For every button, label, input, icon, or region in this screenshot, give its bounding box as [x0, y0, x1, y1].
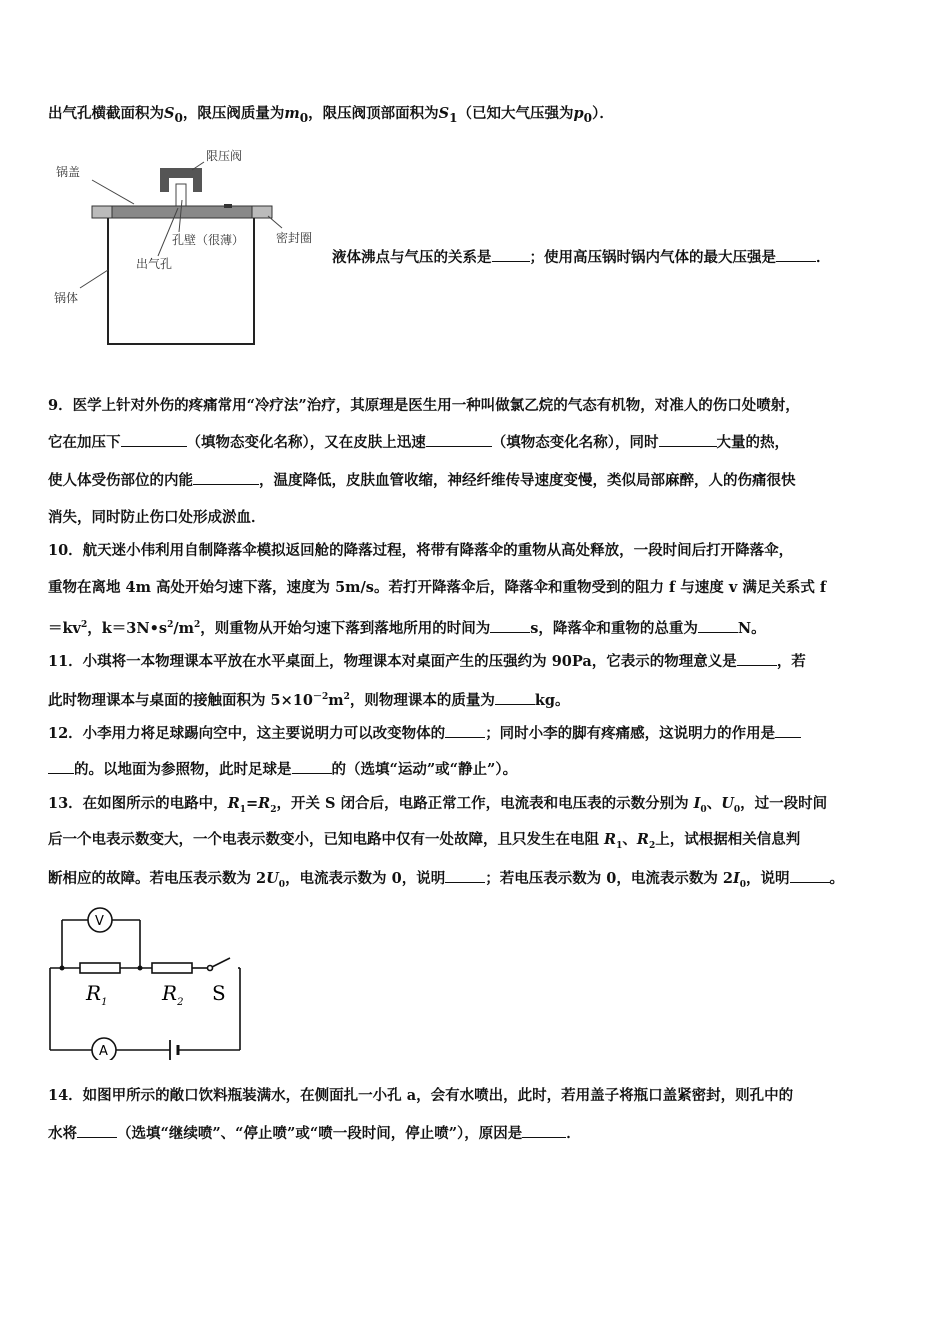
- q10-line3: [48, 615, 902, 639]
- q13-line2: [48, 830, 902, 856]
- answer-blank[interactable]: [445, 868, 485, 883]
- text: ，则物理课本的质量为: [349, 691, 495, 709]
- resistor-r2: [152, 963, 192, 973]
- var-r: R: [604, 831, 617, 848]
- text: ，限压阀质量为: [182, 105, 285, 122]
- q9-line1: 9．医学上针对外伤的疼痛常用“冷疗法”治疗，其原理是医生用一种叫做氯乙烷的气态有机物，对准人的伤口处喷射，: [48, 397, 800, 414]
- text: 上，试根据相关信息判: [655, 831, 801, 848]
- q11-line2: [48, 687, 902, 711]
- sup: －2: [312, 692, 329, 702]
- sub: 0: [278, 879, 286, 890]
- answer-blank[interactable]: [121, 432, 187, 447]
- var-u: U: [721, 795, 734, 812]
- q13-line1: [48, 794, 902, 820]
- label-lid: 锅盖: [56, 165, 81, 179]
- answer-blank[interactable]: [193, 470, 259, 485]
- answer-blank[interactable]: [445, 723, 485, 738]
- label-seal: 密封圈: [276, 231, 313, 245]
- text: 使人体受伤部位的内能: [48, 472, 193, 489]
- answer-blank[interactable]: [790, 868, 830, 883]
- text: kg。: [534, 691, 570, 709]
- answer-blank[interactable]: [698, 618, 738, 633]
- r2-label: $R_2$: [162, 981, 184, 1008]
- text: 的（选填“运动”或“静止”）。: [331, 761, 518, 778]
- answer-blank[interactable]: [490, 618, 530, 633]
- answer-blank[interactable]: [48, 759, 74, 774]
- text: 它在加压下: [48, 434, 121, 451]
- answer-blank[interactable]: [776, 247, 816, 262]
- label-body: 锅体: [54, 291, 79, 305]
- q10-line1: 10．航天迷小伟利用自制降落伞模拟返回舱的降落过程，将带有降落伞的重物从高处释放，一段时间后打开降落伞，: [48, 542, 794, 559]
- text: ，温度降低，皮肤血管收缩，神经纤维传导速度变慢，类似局部麻醉，人的伤痛很快: [259, 472, 796, 489]
- text: 断相应的故障。若电压表示数为 2: [48, 870, 267, 887]
- sub: 1: [616, 840, 623, 851]
- text: ；若电压表示数为 0，电流表示数为 2: [485, 870, 733, 887]
- text: N。: [737, 619, 766, 637]
- text: 、: [706, 795, 722, 812]
- q9-line3: [48, 470, 902, 491]
- answer-blank[interactable]: [492, 247, 530, 262]
- text: ，电流表示数为 0，说明: [285, 870, 446, 887]
- answer-blank[interactable]: [775, 723, 801, 738]
- answer-blank[interactable]: [426, 432, 492, 447]
- sub: 2: [648, 840, 656, 851]
- text: 后一个电表示数变大，一个电表示数变小，已知电路中仅有一处故障，且只发生在电阻: [48, 831, 605, 848]
- sup: 2: [80, 620, 88, 630]
- sub: 1: [449, 110, 458, 125]
- leader-body: [80, 270, 108, 288]
- text: 11．小琪将一本物理课本平放在水平桌面上，物理课本对桌面产生的压强约为 90Pa，它表示的物理意义是: [48, 653, 737, 670]
- text: s，降落伞和重物的总重为: [530, 619, 698, 637]
- text: ＝kv: [48, 619, 81, 637]
- cooker-question-line: [332, 247, 902, 268]
- q9-line2: [48, 432, 902, 453]
- text: 液体沸点与气压的关系是: [332, 249, 492, 266]
- answer-blank[interactable]: [522, 1123, 566, 1138]
- pressure-cooker-diagram: [44, 140, 334, 358]
- text: /m: [173, 619, 194, 637]
- text: ，k＝3N•s: [87, 619, 168, 637]
- answer-blank[interactable]: [659, 432, 717, 447]
- sup: 2: [343, 692, 350, 702]
- text: ．: [566, 1125, 581, 1142]
- sub: 0: [733, 804, 741, 815]
- sub: 0: [700, 804, 707, 815]
- text: ；同时小李的脚有疼痛感，这说明力的作用是: [485, 725, 776, 742]
- text: =: [246, 795, 259, 812]
- var-p: p: [573, 105, 584, 122]
- lid: [92, 206, 272, 218]
- q10-line2: 重物在离地 4m 高处开始匀速下落，速度为 5m/s。若打开降落伞后，降落伞和重物受到的阻力 f 与速度 v 满足关系式 f: [48, 579, 827, 596]
- junction-dot: [60, 966, 65, 971]
- lid-knob: [224, 204, 232, 208]
- seal-left: [92, 206, 112, 218]
- ammeter-label: A: [99, 1044, 108, 1059]
- text: 此时物理课本与桌面的接触面积为 5×10: [48, 691, 313, 709]
- q11-line1: [48, 651, 902, 672]
- text: ；使用高压锅时锅内气体的最大压强是: [529, 249, 776, 266]
- voltmeter-label: V: [95, 914, 104, 929]
- answer-blank[interactable]: [292, 759, 332, 774]
- var-u: U: [266, 870, 279, 887]
- sub: 0: [299, 110, 309, 125]
- sup: 2: [193, 620, 201, 630]
- text: （选填“继续喷”、“停止喷”或“喷一段时间，停止喷”），原因是: [117, 1125, 523, 1142]
- var-m: m: [284, 105, 300, 122]
- var-r: R: [636, 831, 649, 848]
- answer-blank[interactable]: [495, 690, 535, 705]
- q12-line1: [48, 723, 902, 744]
- text: ，限压阀顶部面积为: [308, 105, 439, 122]
- var-s: S: [164, 105, 175, 122]
- var-r: R: [258, 795, 271, 812]
- text: 、: [622, 831, 637, 848]
- text: 的。以地面为参照物，此时足球是: [74, 761, 292, 778]
- answer-blank[interactable]: [737, 651, 777, 666]
- text: ，若: [776, 653, 806, 670]
- answer-blank[interactable]: [77, 1123, 117, 1138]
- label-valve: 限压阀: [206, 149, 243, 163]
- text: 出气孔横截面积为: [48, 105, 164, 122]
- var-r: R: [227, 795, 240, 812]
- var-i: I: [693, 795, 701, 812]
- text: 水将: [48, 1125, 77, 1142]
- sub: 0: [739, 879, 747, 890]
- text: 。: [829, 870, 845, 887]
- text: ，过一段时间: [740, 795, 828, 812]
- text: ．: [816, 249, 831, 266]
- text: 13．在如图所示的电路中，: [48, 795, 228, 812]
- switch-blade: [212, 958, 230, 967]
- junction-dot: [138, 966, 143, 971]
- q14-line1: 14．如图甲所示的敞口饮料瓶装满水，在侧面扎一小孔 a，会有水喷出，此时，若用盖子将瓶口盖紧密封，则孔中的: [48, 1087, 794, 1104]
- sub: 2: [270, 804, 277, 815]
- q12-line2: [48, 759, 902, 780]
- label-hole-wall: 孔壁（很薄）: [172, 233, 245, 247]
- text: 大量的热，: [716, 434, 789, 451]
- q9-line4: 消失，同时防止伤口处形成淤血．: [48, 509, 266, 526]
- text: （填物态变化名称），同时: [491, 434, 659, 451]
- label-vent: 出气孔: [136, 257, 173, 271]
- text: ，则重物从开始匀速下落到落地所用的时间为: [200, 619, 491, 637]
- text: m: [328, 691, 344, 709]
- text: （已知大气压强为: [457, 105, 574, 122]
- sub: 1: [239, 804, 247, 815]
- var-i: I: [732, 870, 740, 887]
- text: ）．: [592, 105, 614, 122]
- circuit-diagram: [40, 900, 250, 1060]
- intro-line: [48, 104, 902, 128]
- q14-line2: [48, 1123, 902, 1144]
- switch-label: S: [212, 981, 226, 1005]
- leader-seal: [268, 216, 282, 228]
- var-s: S: [438, 105, 450, 122]
- text: ，说明: [746, 870, 790, 887]
- sub: 0: [174, 110, 183, 125]
- sub: 0: [583, 110, 593, 125]
- text: （填物态变化名称），又在皮肤上迅速: [186, 434, 426, 451]
- sup: 2: [167, 620, 174, 630]
- leader-lid: [92, 180, 134, 204]
- text: 12．小李用力将足球踢向空中，这主要说明力可以改变物体的: [48, 725, 446, 742]
- text: ，开关 S 闭合后，电路正常工作，电流表和电压表的示数分别为: [276, 795, 694, 812]
- q13-line3: [48, 868, 902, 895]
- resistor-r1: [80, 963, 120, 973]
- r1-label: $R_1$: [86, 981, 108, 1008]
